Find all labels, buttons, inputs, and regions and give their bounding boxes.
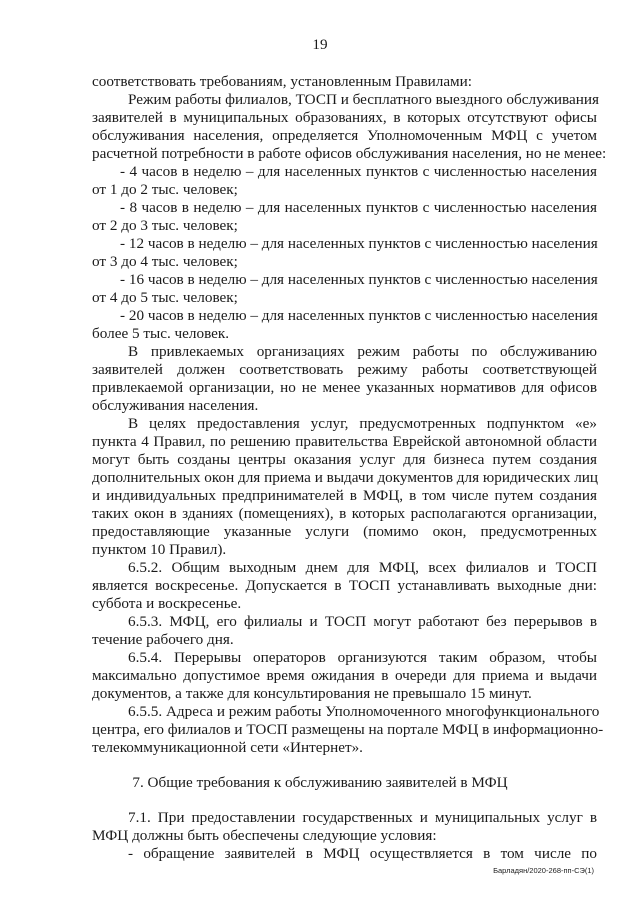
text-line: могут быть созданы центры оказания услуг для бизнеса путем создания [92,451,597,468]
text-line: пункта 4 Правил, по решению правительства Еврейской автономной области [92,433,597,450]
text-line: В привлекаемых организациях режим работы по обслуживанию [128,343,597,360]
text-line: обслуживания населения, определяется Уполномоченным МФЦ с учетом [92,127,597,144]
text-line: привлекаемой организации, но не менее указанных нормативов для офисов [92,379,597,396]
text-line: от 1 до 2 тыс. человек; [92,181,238,198]
text-line: центра, его филиалов и ТОСП размещены на портале МФЦ в информационно- [92,721,604,738]
text-line: 6.5.3. МФЦ, его филиалы и ТОСП могут работают без перерывов в [128,613,597,630]
footer-stamp: Барладян/2020-268-пп-СЭ(1) [493,866,594,875]
text-line: МФЦ должны быть обеспечены следующие условия: [92,827,437,844]
text-line: расчетной потребности в работе офисов обслуживания населения, но не менее: [92,145,607,162]
text-line: В целях предоставления услуг, предусмотренных подпунктом «е» [128,415,597,432]
text-line: является воскресенье. Допускается в ТОСП устанавливать выходные дни: [92,577,597,594]
text-line: Режим работы филиалов, ТОСП и бесплатного выездного обслуживания [128,91,600,108]
page-number: 19 [312,36,328,53]
text-line: документов, а также для консультирования не превышало 15 минут. [92,685,532,702]
text-line: течение рабочего дня. [92,631,234,648]
text-line: 6.5.4. Перерывы операторов организуются таким образом, чтобы [128,649,597,666]
text-line: от 4 до 5 тыс. человек; [92,289,238,306]
text-line: телекоммуникационной сети «Интернет». [92,739,363,756]
text-line: максимально допустимое время ожидания в очереди для приема и выдачи [92,667,597,684]
text-line: обслуживания населения. [92,397,259,414]
text-line: - 12 часов в неделю – для населенных пунктов с численностью населения [120,235,598,252]
text-line: - 4 часов в неделю – для населенных пунктов с численностью населения [120,163,597,180]
text-line: - 8 часов в неделю – для населенных пунктов с численностью населения [120,199,597,216]
section-heading: 7. Общие требования к обслуживанию заявителей в МФЦ [132,774,508,791]
text-line: от 2 до 3 тыс. человек; [92,217,238,234]
text-line: и индивидуальных предпринимателей в МФЦ, в том числе путем создания [92,487,597,504]
text-line: - 20 часов в неделю – для населенных пунктов с численностью населения [120,307,598,324]
text-line: от 3 до 4 тыс. человек; [92,253,238,270]
text-line: пунктом 10 Правил). [92,541,227,558]
text-line: дополнительных окон для приема и выдачи документов для юридических лиц [92,469,599,486]
text-line: более 5 тыс. человек. [92,325,230,342]
text-line: соответствовать требованиям, установленным Правилами: [92,73,473,90]
text-line: - 16 часов в неделю – для населенных пунктов с численностью населения [120,271,598,288]
text-line: 6.5.5. Адреса и режим работы Уполномоченного многофункционального [128,703,600,720]
text-line: - обращение заявителей в МФЦ осуществляется в том числе по [128,845,597,862]
text-line: заявителей в муниципальных образованиях, в которых отсутствуют офисы [92,109,597,126]
text-line: заявителей должен соответствовать режиму работы соответствующей [92,361,597,378]
text-line: 6.5.2. Общим выходным днем для МФЦ, всех филиалов и ТОСП [128,559,597,576]
text-line: суббота и воскресенье. [92,595,242,612]
text-line: таких окон в зданиях (помещениях), в которых располагаются организации, [92,505,597,522]
text-line: 7.1. При предоставлении государственных и муниципальных услуг в [128,809,597,826]
text-line: предоставляющие указанные услуги (помимо окон, предусмотренных [92,523,597,540]
